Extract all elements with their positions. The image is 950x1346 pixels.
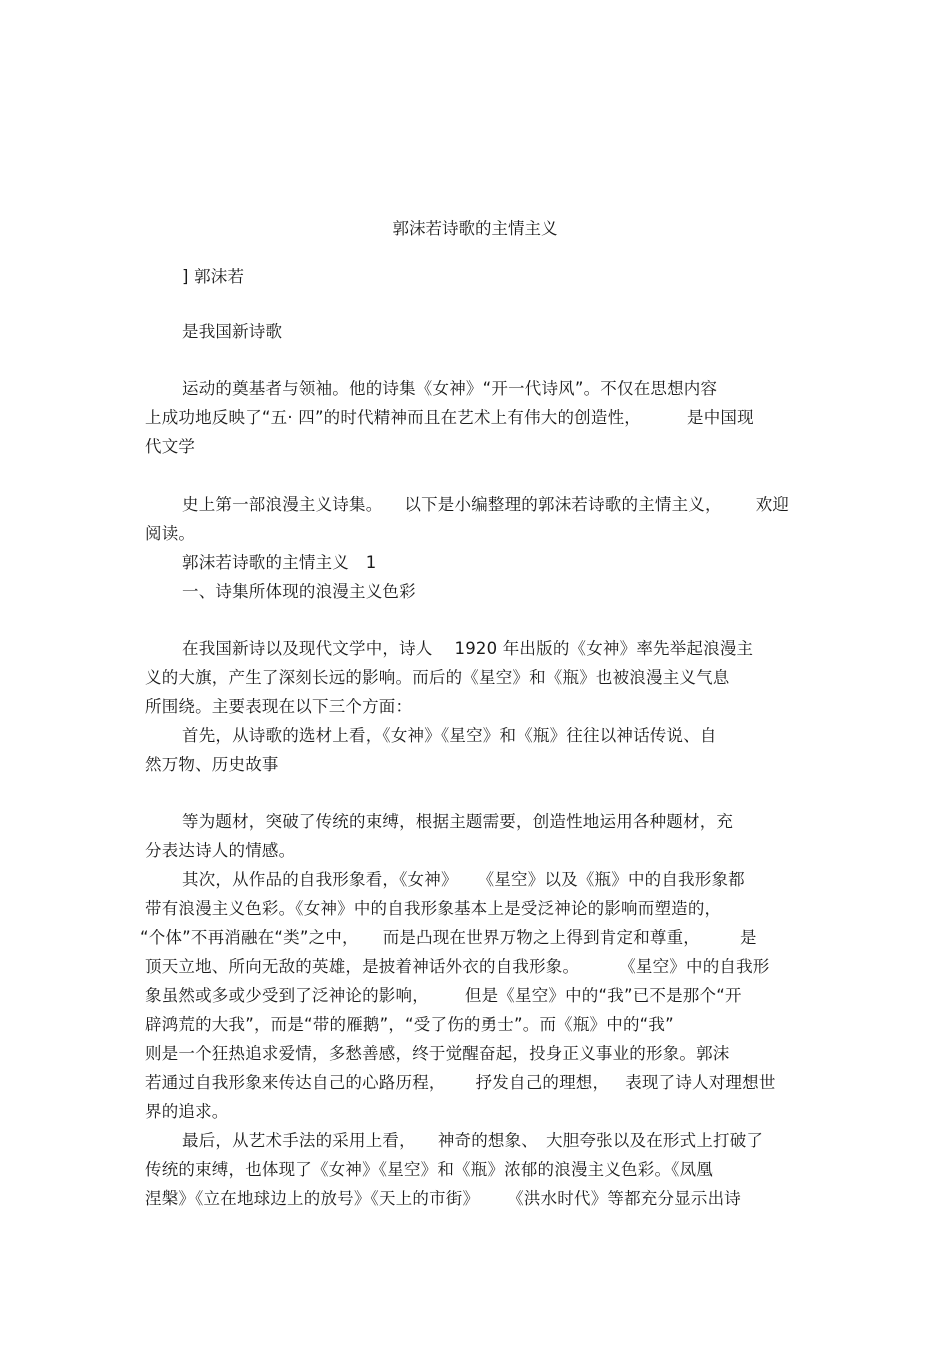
paragraph-text: 是 <box>740 928 757 947</box>
paragraph-text: 顶天立地、所向无敌的英雄，是披着神话外衣的自我形象。 <box>145 957 580 976</box>
paragraph-line: 是我国新诗歌 <box>182 322 283 341</box>
paragraph-line <box>145 985 742 1007</box>
paragraph-text: 《星空》中的自我形 <box>619 957 770 976</box>
paragraph-line <box>145 407 754 429</box>
paragraph-line <box>182 1130 763 1152</box>
paragraph-line: 辟鸿荒的大我”，而是“带的雁鹅”，“受了伤的勇士”。而《瓶》中的“我” <box>145 1015 674 1034</box>
paragraph-line <box>145 956 770 978</box>
paragraph-line: 首先，从诗歌的选材上看，《女神》《星空》和《瓶》往往以神话传说、自 <box>182 726 717 745</box>
paragraph-text: 表现了诗人对理想世 <box>625 1073 776 1092</box>
paragraph-line: 传统的束缚，也体现了《女神》《星空》和《瓶》浓郁的浪漫主义色彩。《凤凰 <box>145 1160 713 1179</box>
paragraph-line <box>145 1072 776 1094</box>
paragraph-text: 涅槃》《立在地球边上的放号》《天上的市街》 <box>145 1189 480 1208</box>
paragraph-line: 界的追求。 <box>145 1102 229 1121</box>
paragraph-text: 欢迎 <box>755 495 790 514</box>
paragraph-line <box>182 494 789 516</box>
paragraph-line: 则是一个狂热追求爱情，多愁善感，终于觉醒奋起，投身正义事业的形象。郭沫 <box>145 1044 730 1063</box>
paragraph-line: 等为题材，突破了传统的束缚，根据主题需要，创造性地运用各种题材，充 <box>182 812 734 831</box>
paragraph-line <box>140 927 757 949</box>
paragraph-text: 其次，从作品的自我形象看，《女神》 <box>182 870 458 889</box>
section-heading: 一、诗集所体现的浪漫主义色彩 <box>182 582 416 601</box>
paragraph-text: 是中国现 <box>687 408 754 427</box>
paragraph-text: 但是《星空》中的“我”已不是那个“开 <box>464 986 742 1005</box>
paragraph-line: 义的大旗，产生了深刻长远的影响。而后的《星空》和《瓶》也被浪漫主义气息 <box>145 668 730 687</box>
paragraph-text: 1920 年出版的《女神》率先举起浪漫主 <box>454 639 754 658</box>
paragraph-line: 所围绕。主要表现在以下三个方面： <box>145 697 413 716</box>
paragraph-line: 然万物、历史故事 <box>145 755 279 774</box>
author-line: ] 郭沫若 <box>182 267 245 286</box>
paragraph-text: 若通过自我形象来传达自己的心路历程， <box>145 1073 446 1092</box>
paragraph-text: 大胆夸张以及在形式上打破了 <box>546 1131 764 1150</box>
document-title: 郭沫若诗歌的主情主义 <box>392 219 558 238</box>
paragraph-line: 分表达诗人的情感。 <box>145 841 296 860</box>
paragraph-text: 而是凸现在世界万物之上得到肯定和尊重， <box>382 928 701 947</box>
paragraph-text: 《洪水时代》等都充分显示出诗 <box>507 1189 742 1208</box>
paragraph-line <box>182 638 753 660</box>
paragraph-text: “个体”不再消融在“类”之中， <box>140 928 359 947</box>
section-heading: 郭沫若诗歌的主情主义 1 <box>182 553 377 572</box>
paragraph-line <box>145 1188 741 1210</box>
paragraph-line: 带有浪漫主义色彩。《女神》中的自我形象基本上是受泛神论的影响而塑造的， <box>145 899 722 918</box>
paragraph-text: 上成功地反映了“五· 四”的时代精神而且在艺术上有伟大的创造性， <box>145 408 641 427</box>
paragraph-line: 运动的奠基者与领袖。他的诗集《女神》“开一代诗风”。不仅在思想内容 <box>182 379 718 398</box>
paragraph-text: 最后，从艺术手法的采用上看， <box>182 1131 416 1150</box>
paragraph-text: 在我国新诗以及现代文学中，诗人 <box>182 639 433 658</box>
paragraph-line: 代文学 <box>145 437 196 456</box>
paragraph-line: 阅读。 <box>145 524 196 543</box>
paragraph-text: 史上第一部浪漫主义诗集。 <box>182 495 383 514</box>
paragraph-text: 抒发自己的理想， <box>475 1073 610 1092</box>
paragraph-text: 象虽然或多或少受到了泛神论的影响， <box>145 986 429 1005</box>
paragraph-text: 神奇的想象、 <box>437 1131 539 1150</box>
paragraph-line <box>182 869 745 891</box>
paragraph-text: 《星空》以及《瓶》中的自我形象都 <box>477 870 745 889</box>
paragraph-text: 以下是小编整理的郭沫若诗歌的主情主义， <box>404 495 722 514</box>
